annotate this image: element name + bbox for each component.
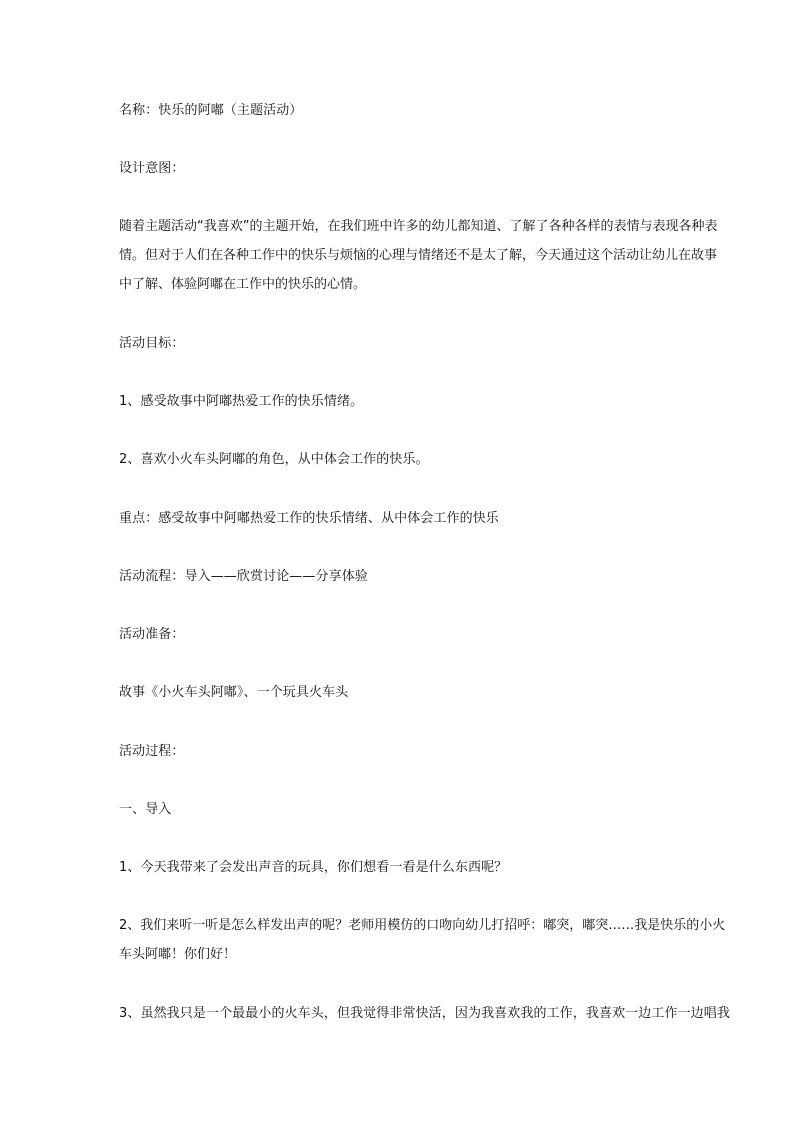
- design-line-2: 情。但对于人们在各种工作中的快乐与烦恼的心理与情绪还不是太了解，今天通过这个活动让幼儿在故事: [119, 248, 718, 263]
- process-step-1: 1、今天我带来了会发出声音的玩具，你们想看一看是什么东西呢？: [119, 860, 508, 875]
- process-step-3: 3、虽然我只是一个最最小的火车头，但我觉得非常快活，因为我喜欢我的工作，我喜欢一边工作一边唱我: [119, 1006, 730, 1021]
- step-2-line-1: 2、我们来听一听是怎么样发出声的呢？老师用模仿的口吻向幼儿打招呼：嘟突，嘟突……我是快乐的小火: [119, 918, 726, 933]
- design-paragraph: [119, 212, 718, 299]
- step-2-line-2: 车头阿嘟！你们好！: [119, 947, 237, 962]
- prep-heading: 活动准备：: [119, 627, 185, 642]
- process-step-2: [119, 911, 726, 969]
- activity-name: 名称：快乐的阿嘟（主题活动）: [119, 103, 303, 118]
- process-heading: 活动过程：: [119, 744, 185, 759]
- section-heading-intro: 一、导入: [119, 802, 172, 817]
- activity-flow: 活动流程：导入——欣赏讨论——分享体验: [119, 569, 368, 584]
- design-heading: 设计意图：: [119, 161, 185, 176]
- goal-item-1: 1、感受故事中阿嘟热爱工作的快乐情绪。: [119, 394, 364, 409]
- design-line-3: 中了解、体验阿嘟在工作中的快乐的心情。: [119, 277, 367, 292]
- key-point: 重点：感受故事中阿嘟热爱工作的快乐情绪、从中体会工作的快乐: [119, 511, 499, 526]
- goals-heading: 活动目标：: [119, 336, 185, 351]
- design-line-1: 随着主题活动“我喜欢”的主题开始，在我们班中许多的幼儿都知道、了解了各种各样的表情与表现各种表: [119, 219, 718, 234]
- goal-item-2: 2、喜欢小火车头阿嘟的角色，从中体会工作的快乐。: [119, 452, 429, 467]
- prep-text: 故事《小火车头阿嘟》、一个玩具火车头: [119, 685, 349, 700]
